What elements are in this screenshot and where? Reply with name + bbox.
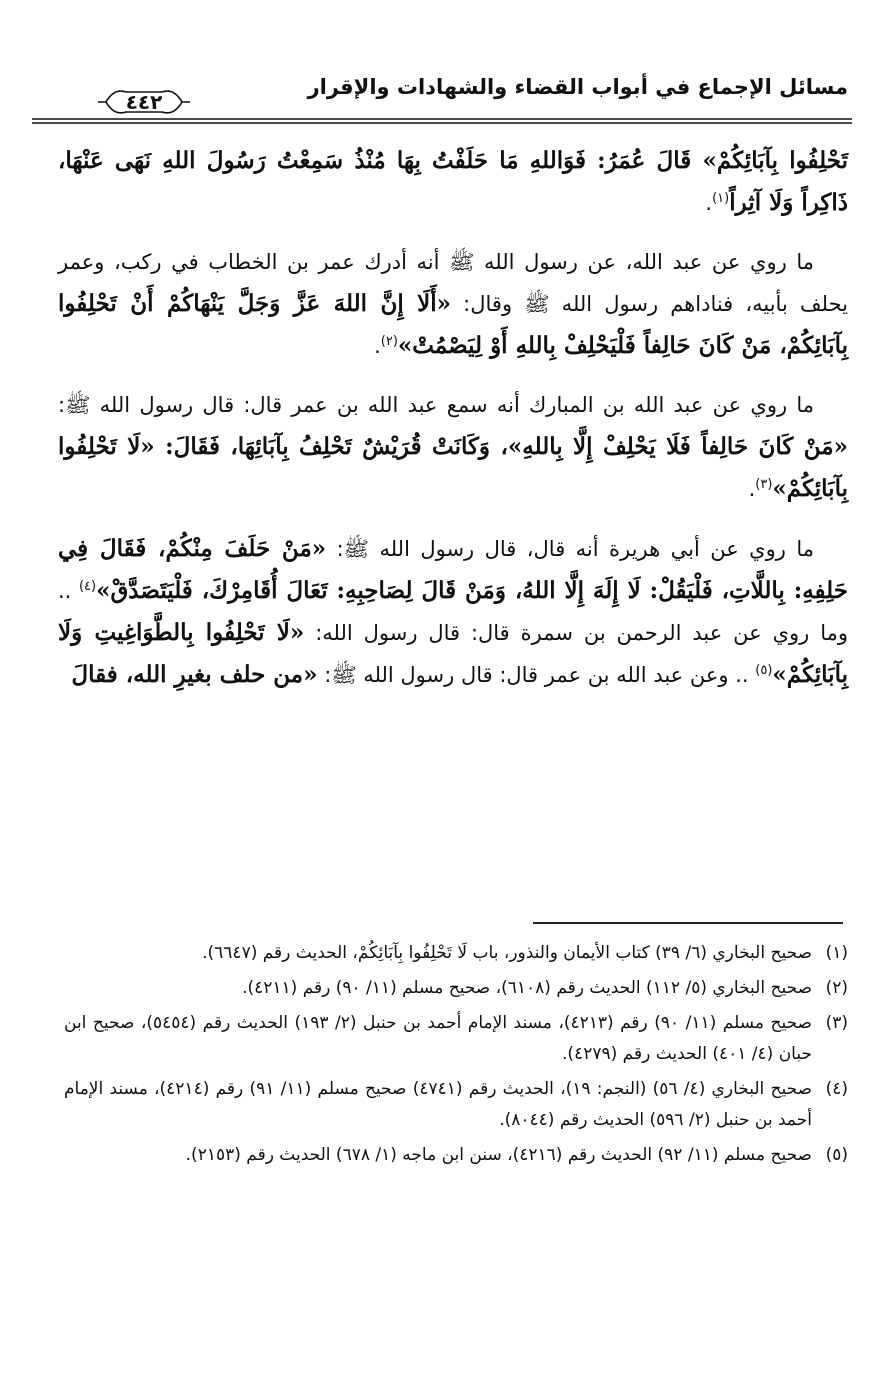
hadith-text: «مَنْ كَانَ حَالِفاً فَلَا يَحْلِفْ إِلَّا بِاللهِ»، وَكَانَتْ قُرَيْشٌ تَحْلِفُ بِآبَائِهَا، فَقَالَ: «لَا تَحْلِفُوا بِآبَائِكُمْ» [58,433,848,502]
period: . [705,191,713,215]
footnote-number: (٣) [825,1013,848,1033]
paragraph-4 [58,528,848,696]
hadith-text: تَحْلِفُوا بِآبَائِكُمْ» قَالَ عُمَرُ: فَوَاللهِ مَا حَلَفْتُ بِهَا مُنْذُ سَمِعْتُ رَسُولَ اللهِ نَهَى عَنْهَا، ذَاكِراً وَلَا آثِراً [58,147,848,216]
footnote-number: (٢) [825,978,848,998]
footnote-ref: (٤) [78,579,97,594]
page-number: ٤٤٢ [125,90,163,114]
hadith-text: «مَنْ حَلَفَ مِنْكُمْ، فَقَالَ فِي حَلِفِهِ: بِاللَّاتِ، فَلْيَقُلْ: لَا إِلَهَ إِلَّا اللهُ، وَمَنْ قَالَ لِصَاحِبِهِ: تَعَالَ أُقَامِرْكَ، فَلْيَتَصَدَّقْ» [58,535,849,604]
narration-text: ما روي عن عبد الله بن المبارك أنه سمع عبد الله بن عمر قال: قال رسول الله ﷺ: [58,393,814,417]
footnote-item [64,973,848,1004]
footnote-item [64,1008,848,1070]
footnote-number: (١) [825,943,848,963]
footnote-text: صحيح مسلم (١١/ ٩٠) رقم (٤٢١٣)، مسند الإمام أحمد بن حنبل (٢/ ١٩٣) الحديث رقم (٥٤٥٤)، صحيح ابن حبان (٤/ ٤٠١) الحديث رقم (٤٢٧٩). [64,1013,812,1064]
narration-text: ما روي عن عبد الله، عن رسول الله ﷺ أنه أدرك عمر بن الخطاب في ركب، وعمر يحلف بأبيه، فناداهم رسول الله ﷺ وقال: [58,250,848,316]
page-number-ornament [96,86,192,118]
hadith-text: «أَلَا إِنَّ اللهَ عَزَّ وَجَلَّ يَنْهَاكُمْ أَنْ تَحْلِفُوا بِآبَائِكُمْ، مَنْ كَانَ حَالِفاً فَلْيَحْلِفْ بِاللهِ أَوْ لِيَصْمُتْ» [58,290,848,359]
hadith-text: «لَا تَحْلِفُوا بِالطَّوَاغِيتِ وَلَا بِآبَائِكُمْ» [58,619,848,688]
footnote-item [64,1140,848,1171]
footnote-item [64,938,848,969]
footnote-text: صحيح البخاري (٤/ ٥٦) (النجم: ١٩)، الحديث رقم (٤٧٤١) صحيح مسلم (١١/ ٩١) رقم (٤٢١٤)، مسند الإمام أحمد بن حنبل (٢/ ٥٩٦) الحديث رقم (٨٠٤٤). [64,1079,813,1130]
paragraph-3 [58,385,848,510]
footnote-text: صحيح البخاري (٦/ ٣٩) كتاب الأيمان والنذور، باب لَا تَحْلِفُوا بِآبَائِكُمْ، الحديث رقم (٦٦٤٧). [202,943,812,963]
narration-text: .. وعن عبد الله بن عمر قال: قال رسول الله ﷺ: [317,663,756,687]
footnote-separator [533,922,843,924]
footnote-text: صحيح البخاري (٥/ ١١٢) الحديث رقم (٦١٠٨)، صحيح مسلم (١١/ ٩٠) رقم (٤٢١١). [242,978,812,998]
footnote-text: صحيح مسلم (١١/ ٩٢) الحديث رقم (٤٢١٦)، سنن ابن ماجه (١/ ٦٧٨) الحديث رقم (٢١٥٣). [185,1145,812,1165]
header-rule [32,118,852,124]
paragraph-1 [58,140,848,224]
period: . [748,477,756,501]
narration-text: .. وما روي عن عبد الرحمن بن سمرة قال: قال رسول الله: [58,579,848,645]
period: . [374,334,381,358]
footnote-item [64,1074,848,1136]
page-header [32,72,852,122]
footnotes [64,938,848,1175]
footnote-number: (٤) [825,1079,848,1099]
footnote-number: (٥) [825,1145,848,1165]
main-text [58,140,848,714]
hadith-text: «من حلف بغيرِ الله، فقالَ [71,661,318,688]
footnote-ref: (١) [712,191,730,206]
narration-text: ما روي عن أبي هريرة أنه قال، قال رسول الله ﷺ: [326,537,814,561]
footnote-ref: (٣) [755,477,773,492]
footnote-ref: (٥) [755,663,773,678]
footnote-ref: (٢) [380,334,398,349]
paragraph-2 [58,242,848,367]
running-title: مسائل الإجماع في أبواب القضاء والشهادات والإقرار [307,75,848,99]
